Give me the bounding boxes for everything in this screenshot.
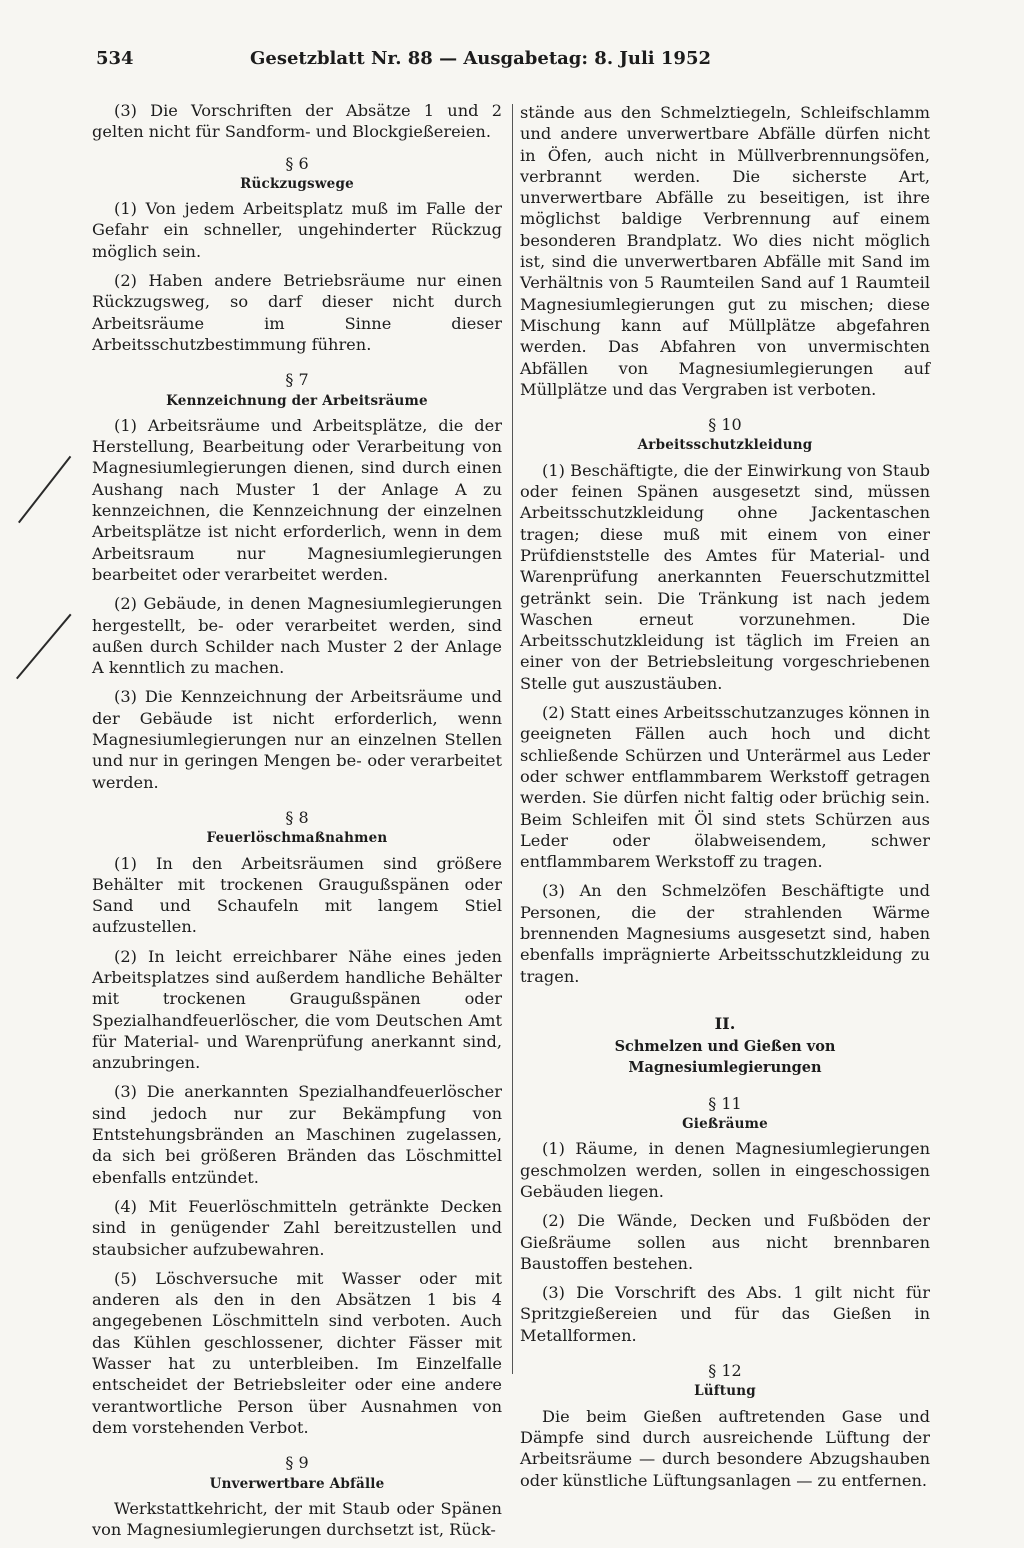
section-title: Arbeitsschutzkleidung: [637, 437, 813, 454]
section-title: Unverwertbare Abfälle: [209, 1475, 385, 1492]
left-column: [92, 100, 502, 1548]
paragraph: (2) Haben andere Betriebsräume nur einen Rückzugsweg, so darf dieser nicht durch Arbeitsräume im Sinne dieser Arbeitsschutzbestimmung führen.: [92, 271, 502, 354]
part-number: II.: [714, 1013, 736, 1033]
paragraph: (1) Arbeitsräume und Arbeitsplätze, die der Herstellung, Bearbeitung oder Verarbeitung von Magnesiumlegierungen dienen, sind durch einen Aushang nach Muster 1 der Anlage A zu kennzeichnen, die Kennzeichnung der einzelnen Arbeitsplätze ist nicht erforderlich, wenn in dem Arbeitsraum nur Magnesiumlegierungen bearbeitet oder verarbeitet werden.: [92, 415, 502, 584]
paragraph: (3) Die Vorschrift des Abs. 1 gilt nicht für Spritzgießereien und für das Gießen in Metallformen.: [520, 1283, 930, 1345]
section-number: § 9: [285, 1453, 309, 1473]
section-number: § 12: [708, 1361, 742, 1381]
paragraph: stände aus den Schmelztiegeln, Schleifschlamm und andere unverwertbare Abfälle dürfen nicht in Öfen, auch nicht in Müllverbrennungsöfen, verbrannt werden. Die sicherste Art, unverwertbare Abfälle zu beseitigen, ist ihre möglichst baldige Verbrennung auf einem besonderen Brandplatz. Wo dies nicht möglich ist, sind die unverwertbaren Abfälle mit Sand im Verhältnis von 5 Raumteilen Sand auf 1 Raumteil Magnesiumlegierungen gut zu mischen; diese Mischung kann auf Müllplätze abgefahren werden. Das Abfahren von unvermischten Abfällen von Magnesiumlegierungen auf Müllplätze und das Vergraben ist verboten.: [520, 103, 930, 399]
section-number: § 7: [285, 370, 309, 390]
paragraph: (2) Gebäude, in denen Magnesiumlegierungen hergestellt, be- oder verarbeitet werden, sind außen durch Schilder nach Muster 2 der Anlage A kenntlich zu machen.: [92, 594, 502, 678]
column-divider: [512, 104, 513, 1374]
paragraph: (2) Statt eines Arbeitsschutzanzuges können in geeigneten Fällen auch hoch und dicht schließende Schürzen und Unterärmel aus Leder oder schwer entflammbarem Werkstoff getragen werden. Sie dürfen nicht faltig oder brüchig sein. Beim Schleifen mit Öl sind stets Schürzen aus Leder oder ölabweisendem, schwer entflammbarem Werkstoff zu tragen.: [520, 703, 930, 872]
section-title: Feuerlöschmaßnahmen: [206, 830, 388, 847]
section-title: Lüftung: [694, 1383, 756, 1400]
section-number: § 10: [708, 415, 742, 435]
page-number: 534: [96, 48, 134, 69]
margin-pen-mark: [18, 456, 71, 523]
paragraph: (3) Die anerkannten Spezialhandfeuerlöscher sind jedoch nur zur Bekämpfung von Entstehungsbränden an Maschinen zugelassen, da sich bei größeren Bränden das Löschmittel ebenfalls entzündet.: [92, 1082, 502, 1187]
paragraph: (1) Räume, in denen Magnesiumlegierungen geschmolzen werden, sollen in eingeschossigen Gebäuden liegen.: [520, 1139, 930, 1201]
paragraph: (1) In den Arbeitsräumen sind größere Behälter mit trockenen Graugußspänen oder Sand und Schaufeln mit langem Stiel aufzustellen.: [92, 853, 502, 937]
margin-pen-mark: [16, 614, 71, 679]
paragraph: Werkstattkehricht, der mit Staub oder Spänen von Magnesiumlegierungen durchsetzt ist, Rück-: [92, 1498, 502, 1540]
gazette-title: Gesetzblatt Nr. 88 — Ausgabetag: 8. Juli 1952: [250, 48, 711, 69]
page-header: [96, 48, 711, 72]
right-column: [520, 102, 930, 1499]
paragraph: Die beim Gießen auftretenden Gase und Dämpfe sind durch ausreichende Lüftung der Arbeitsräume — durch besondere Abzugshauben oder künstliche Lüftungsanlagen — zu entfernen.: [520, 1406, 930, 1490]
section-number: § 6: [285, 153, 309, 173]
paragraph: (3) Die Kennzeichnung der Arbeitsräume und der Gebäude ist nicht erforderlich, wenn Magnesiumlegierungen nur an einzelnen Stellen und nur in geringen Mengen be- oder verarbeitet werden.: [92, 687, 502, 792]
paragraph: (1) Von jedem Arbeitsplatz muß im Falle der Gefahr ein schneller, ungehinderter Rückzug möglich sein.: [92, 199, 502, 261]
section-title: Gießräume: [682, 1116, 768, 1133]
section-title: Kennzeichnung der Arbeitsräume: [166, 392, 428, 409]
paragraph: (5) Löschversuche mit Wasser oder mit anderen als den in den Absätzen 1 bis 4 angegebenen Löschmitteln sind verboten. Auch das Kühlen geschlossener, dichter Fässer mit Wasser hat zu unterbleiben. Im Einzelfalle entscheidet der Betriebsleiter oder eine andere verantwortliche Person über Ausnahmen von dem vorstehenden Verbot.: [92, 1268, 502, 1437]
paragraph: (2) In leicht erreichbarer Nähe eines jeden Arbeitsplatzes sind außerdem handliche Behälter mit trockenen Graugußspänen oder Spezialhandfeuerlöscher, die vom Deutschen Amt für Material- und Warenprüfung anerkannt sind, anzubringen.: [92, 946, 502, 1073]
paragraph: (1) Beschäftigte, die der Einwirkung von Staub oder feinen Spänen ausgesetzt sind, müssen Arbeitsschutzkleidung ohne Jackentaschen tragen; diese muß mit einem von einer Prüfdienststelle des Amtes für Material- und Warenprüfung anerkannten Feuerschutzmittel getränkt sein. Die Tränkung ist nach jedem Waschen erneut vorzunehmen. Die Arbeitsschutzkleidung ist täglich im Freien an einer von der Betriebsleitung vorgeschriebenen Stelle gut auszustäuben.: [520, 460, 930, 693]
section-number: § 8: [285, 807, 309, 827]
section-title: Rückzugswege: [240, 175, 354, 192]
part-title: Schmelzen und Gießen von Magnesiumlegierungen: [614, 1038, 836, 1077]
section-number: § 11: [708, 1093, 742, 1113]
paragraph: (3) An den Schmelzöfen Beschäftigte und Personen, die der strahlenden Wärme brennenden Magnesiums ausgesetzt sind, haben ebenfalls imprägnierte Arbeitsschutzkleidung zu tragen.: [520, 881, 930, 986]
paragraph: (4) Mit Feuerlöschmitteln getränkte Decken sind in genügender Zahl bereitzustellen und staubsicher aufzubewahren.: [92, 1196, 502, 1259]
paragraph: (3) Die Vorschriften der Absätze 1 und 2 gelten nicht für Sandform- und Blockgießereien.: [92, 101, 502, 142]
paragraph: (2) Die Wände, Decken und Fußböden der Gießräume sollen aus nicht brennbaren Baustoffen bestehen.: [520, 1211, 930, 1273]
